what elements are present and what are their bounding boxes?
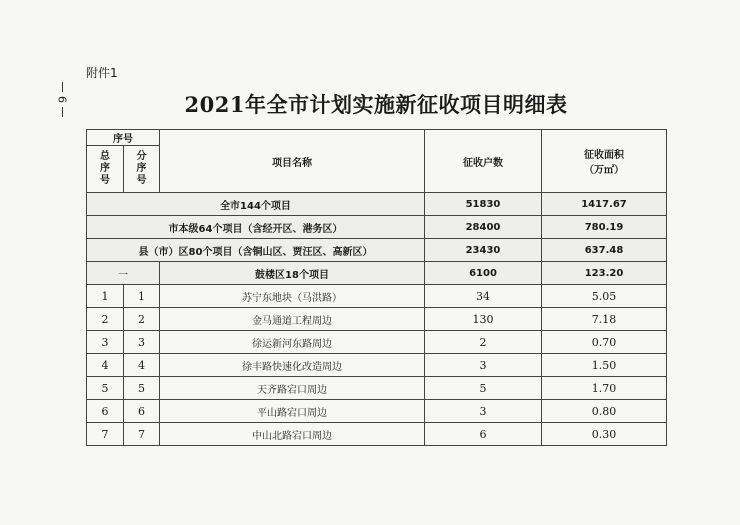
table-row bbox=[87, 331, 667, 354]
cell-sub-seq: 3 bbox=[124, 331, 160, 354]
cell-project-name: 天齐路宕口周边 bbox=[160, 377, 425, 400]
summary-row-municipal bbox=[87, 216, 667, 239]
header-row-1 bbox=[87, 130, 667, 146]
cell-area: 5.05 bbox=[542, 285, 667, 308]
summary-row-counties bbox=[87, 239, 667, 262]
project-table bbox=[86, 129, 667, 446]
cell-households: 3 bbox=[425, 354, 542, 377]
summary-households: 51830 bbox=[425, 193, 542, 216]
cell-project-name: 中山北路宕口周边 bbox=[160, 423, 425, 446]
cell-total-seq: 3 bbox=[87, 331, 124, 354]
cell-area: 0.70 bbox=[542, 331, 667, 354]
summary-area: 637.48 bbox=[542, 239, 667, 262]
cell-households: 3 bbox=[425, 400, 542, 423]
cell-households: 2 bbox=[425, 331, 542, 354]
header-sub-seq-text: 分 序 号 bbox=[136, 151, 147, 186]
table-row bbox=[87, 423, 667, 446]
cell-sub-seq: 2 bbox=[124, 308, 160, 331]
district-label: 鼓楼区18个项目 bbox=[160, 262, 425, 285]
summary-label: 全市144个项目 bbox=[87, 193, 425, 216]
table-row bbox=[87, 354, 667, 377]
cell-project-name: 金马通道工程周边 bbox=[160, 308, 425, 331]
cell-project-name: 平山路宕口周边 bbox=[160, 400, 425, 423]
cell-project-name: 徐丰路快速化改造周边 bbox=[160, 354, 425, 377]
summary-label: 县（市）区80个项目（含铜山区、贾汪区、高新区） bbox=[87, 239, 425, 262]
header-sub-seq bbox=[124, 146, 160, 193]
summary-area: 780.19 bbox=[542, 216, 667, 239]
table-row bbox=[87, 308, 667, 331]
district-households: 6100 bbox=[425, 262, 542, 285]
page-number: 6 bbox=[55, 96, 69, 103]
cell-project-name: 徐运新河东路周边 bbox=[160, 331, 425, 354]
cell-total-seq: 2 bbox=[87, 308, 124, 331]
cell-households: 6 bbox=[425, 423, 542, 446]
cell-total-seq: 6 bbox=[87, 400, 124, 423]
cell-sub-seq: 6 bbox=[124, 400, 160, 423]
summary-households: 28400 bbox=[425, 216, 542, 239]
attachment-label: 附件1 bbox=[86, 66, 118, 80]
cell-sub-seq: 5 bbox=[124, 377, 160, 400]
header-area bbox=[542, 130, 667, 193]
cell-total-seq: 5 bbox=[87, 377, 124, 400]
cell-total-seq: 1 bbox=[87, 285, 124, 308]
header-seq-group: 序号 bbox=[87, 130, 160, 146]
page-number-marker bbox=[52, 80, 72, 119]
cell-sub-seq: 7 bbox=[124, 423, 160, 446]
cell-total-seq: 4 bbox=[87, 354, 124, 377]
summary-row-city bbox=[87, 193, 667, 216]
summary-label: 市本级64个项目（含经开区、港务区） bbox=[87, 216, 425, 239]
cell-area: 0.30 bbox=[542, 423, 667, 446]
district-area: 123.20 bbox=[542, 262, 667, 285]
header-households: 征收户数 bbox=[425, 130, 542, 193]
cell-area: 7.18 bbox=[542, 308, 667, 331]
header-area-label: 征收面积 bbox=[584, 150, 624, 161]
header-total-seq-text: 总 序 号 bbox=[100, 151, 110, 186]
district-seq: 一 bbox=[87, 262, 160, 285]
district-row-gulou bbox=[87, 262, 667, 285]
header-total-seq bbox=[87, 146, 124, 193]
table-row bbox=[87, 377, 667, 400]
page-title: 2021年全市计划实施新征收项目明细表 bbox=[184, 92, 568, 117]
summary-area: 1417.67 bbox=[542, 193, 667, 216]
cell-sub-seq: 4 bbox=[124, 354, 160, 377]
table-row bbox=[87, 400, 667, 423]
cell-households: 130 bbox=[425, 308, 542, 331]
cell-project-name: 苏宁东地块（马洪路） bbox=[160, 285, 425, 308]
table-row bbox=[87, 285, 667, 308]
cell-households: 34 bbox=[425, 285, 542, 308]
header-area-unit: （万㎡） bbox=[584, 165, 624, 176]
header-project-name: 项目名称 bbox=[160, 130, 425, 193]
cell-area: 1.70 bbox=[542, 377, 667, 400]
cell-area: 1.50 bbox=[542, 354, 667, 377]
cell-households: 5 bbox=[425, 377, 542, 400]
cell-sub-seq: 1 bbox=[124, 285, 160, 308]
cell-total-seq: 7 bbox=[87, 423, 124, 446]
cell-area: 0.80 bbox=[542, 400, 667, 423]
summary-households: 23430 bbox=[425, 239, 542, 262]
